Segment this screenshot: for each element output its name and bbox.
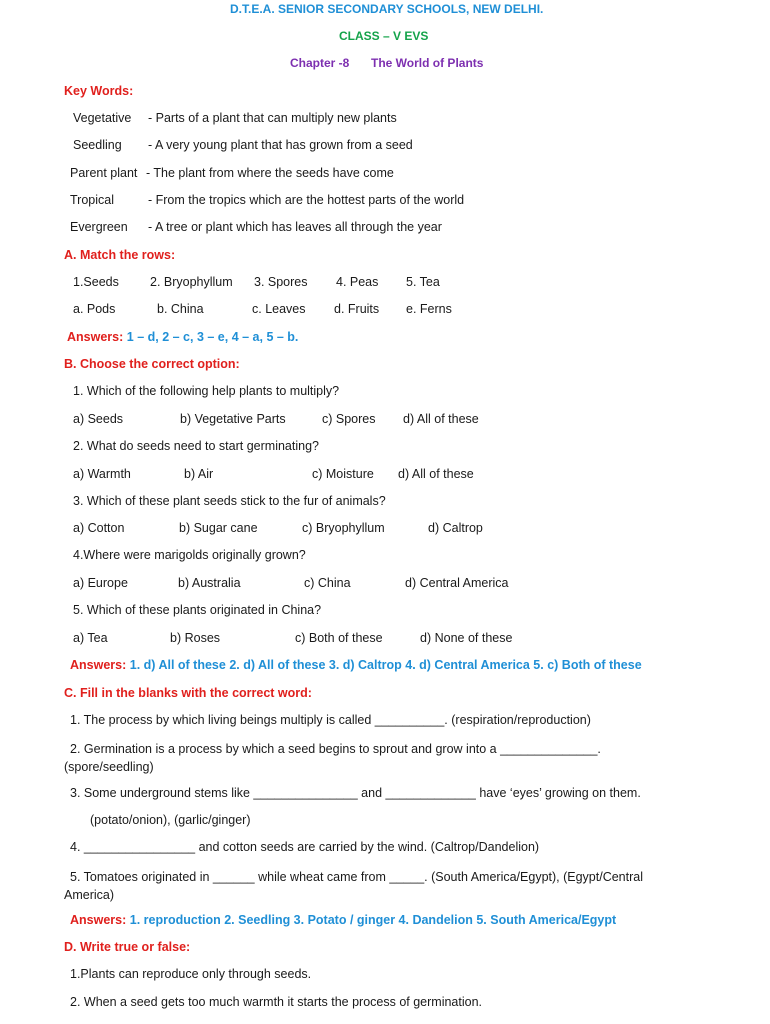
school-name: D.T.E.A. SENIOR SECONDARY SCHOOLS, NEW DELHI. xyxy=(230,2,544,16)
match-left-item: 3. Spores xyxy=(254,275,308,289)
question-text: 3. Which of these plant seeds stick to the fur of animals? xyxy=(73,494,386,508)
section-b-heading: B. Choose the correct option: xyxy=(64,357,240,371)
option: a) Seeds xyxy=(73,412,124,426)
option: a) Europe xyxy=(73,576,128,590)
keyword-definition: - The plant from where the seeds have come xyxy=(146,166,394,180)
fill-blank-question: 2. Germination is a process by which a seed begins to sprout and grow into a ______________. (spore/seedling) xyxy=(64,742,601,774)
match-right-item: a. Pods xyxy=(73,302,116,316)
match-right-item: e. Ferns xyxy=(406,302,452,316)
section-a-answers xyxy=(67,330,298,344)
question-text: 4.Where were marigolds originally grown? xyxy=(73,548,306,562)
option: b) Vegetative Parts xyxy=(180,412,286,426)
keyword-term: Seedling xyxy=(73,138,122,152)
option: c) Both of these xyxy=(295,631,383,645)
option: b) Air xyxy=(184,467,214,481)
option: b) Australia xyxy=(178,576,241,590)
keyword-term: Parent plant xyxy=(70,166,138,180)
match-left-item: 2. Bryophyllum xyxy=(150,275,233,289)
answers-text: 1. reproduction 2. Seedling 3. Potato / ginger 4. Dandelion 5. South America/Egypt xyxy=(129,913,617,927)
option: b) Sugar cane xyxy=(179,521,258,535)
option: c) China xyxy=(304,576,351,590)
keyword-definition: - A very young plant that has grown from a seed xyxy=(148,138,413,152)
question-text: 1. Which of the following help plants to multiply? xyxy=(73,384,340,398)
section-d-heading: D. Write true or false: xyxy=(64,940,191,954)
keyword-term: Evergreen xyxy=(70,220,128,234)
option: c) Bryophyllum xyxy=(302,521,385,535)
answers-text: 1 – d, 2 – c, 3 – e, 4 – a, 5 – b. xyxy=(126,330,299,344)
keywords-heading: Key Words: xyxy=(64,84,134,98)
section-a-heading: A. Match the rows: xyxy=(64,248,176,262)
fill-blank-options: (potato/onion), (garlic/ginger) xyxy=(90,813,251,827)
chapter-title: The World of Plants xyxy=(371,56,484,70)
fill-blank-question: 1. The process by which living beings multiply is called __________. (respiration/reproduction) xyxy=(70,713,591,727)
class-subject: CLASS – V EVS xyxy=(339,29,429,43)
match-right-item: c. Leaves xyxy=(252,302,306,316)
option: c) Moisture xyxy=(312,467,374,481)
option: b) Roses xyxy=(170,631,221,645)
fill-blank-question: 5. Tomatoes originated in ______ while wheat came from _____. (South America/Egypt), (Egypt/Central America) xyxy=(64,870,643,902)
option: d) All of these xyxy=(398,467,474,481)
keyword-definition: - A tree or plant which has leaves all through the year xyxy=(148,220,442,234)
chapter-number: Chapter -8 xyxy=(290,56,350,70)
keyword-definition: - Parts of a plant that can multiply new plants xyxy=(148,111,397,125)
answers-label: Answers: xyxy=(70,658,127,672)
question-text: 2. What do seeds need to start germinating? xyxy=(73,439,319,453)
match-left-item: 5. Tea xyxy=(406,275,440,289)
true-false-question: 1.Plants can reproduce only through seeds. xyxy=(70,967,312,981)
answers-label: Answers: xyxy=(70,913,127,927)
match-left-item: 4. Peas xyxy=(336,275,379,289)
match-right-item: b. China xyxy=(157,302,204,316)
match-right-item: d. Fruits xyxy=(334,302,380,316)
section-c-answers xyxy=(70,913,616,927)
option: d) Caltrop xyxy=(428,521,483,535)
option: a) Cotton xyxy=(73,521,125,535)
keyword-definition: - From the tropics which are the hottest parts of the world xyxy=(148,193,465,207)
question-text: 5. Which of these plants originated in China? xyxy=(73,603,322,617)
fill-blank-question: 3. Some underground stems like _______________ and _____________ have ‘eyes’ growing on them. xyxy=(70,786,641,800)
option: a) Warmth xyxy=(73,467,131,481)
section-b-answers xyxy=(70,658,642,672)
answers-label: Answers: xyxy=(67,330,124,344)
option: c) Spores xyxy=(322,412,376,426)
true-false-question: 2. When a seed gets too much warmth it starts the process of germination. xyxy=(70,995,482,1009)
option: d) None of these xyxy=(420,631,513,645)
option: d) All of these xyxy=(403,412,479,426)
option: a) Tea xyxy=(73,631,108,645)
section-c-heading: C. Fill in the blanks with the correct word: xyxy=(64,686,312,700)
option: d) Central America xyxy=(405,576,509,590)
match-left-item: 1.Seeds xyxy=(73,275,119,289)
keyword-term: Vegetative xyxy=(73,111,132,125)
answers-text: 1. d) All of these 2. d) All of these 3. d) Caltrop 4. d) Central America 5. c) Both of these xyxy=(129,658,642,672)
keyword-term: Tropical xyxy=(70,193,114,207)
fill-blank-question: 4. ________________ and cotton seeds are carried by the wind. (Caltrop/Dandelion) xyxy=(70,840,540,854)
